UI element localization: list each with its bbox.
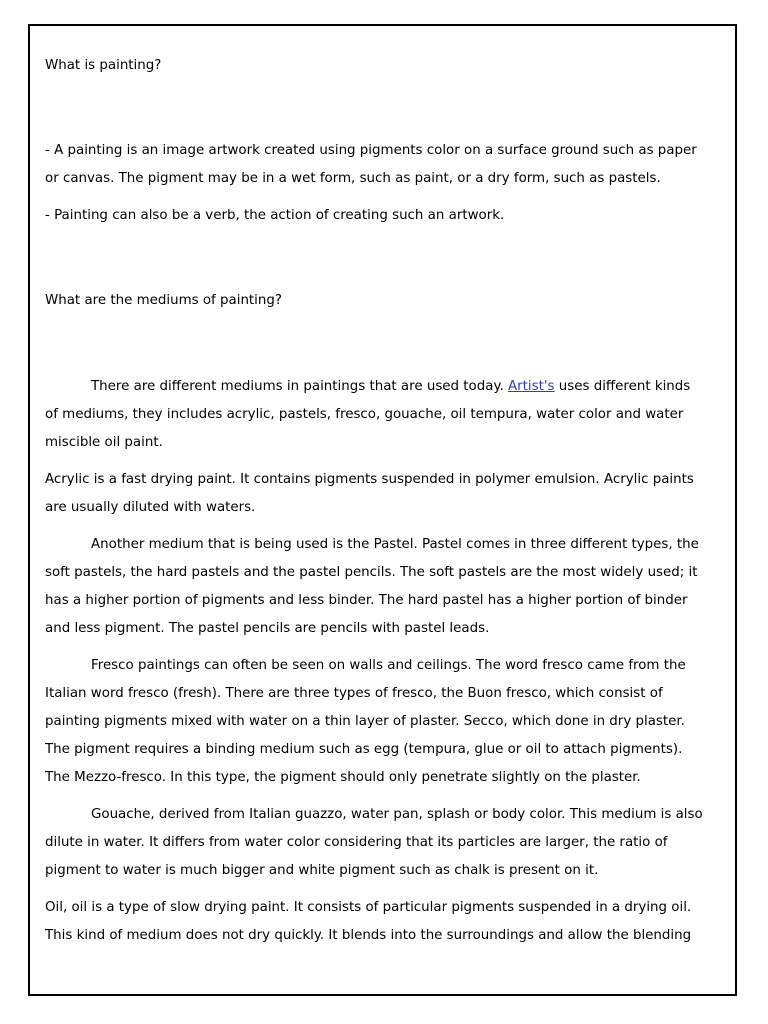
text-run: uses different kinds — [554, 379, 691, 394]
text-line: are usually diluted with waters. — [45, 500, 256, 515]
text-line: miscible oil paint. — [45, 435, 163, 450]
text-line: and less pigment. The pastel pencils are pencils with pastel leads. — [45, 621, 490, 636]
text-line: pigment to water is much bigger and white pigment such as chalk is present on it. — [45, 863, 599, 878]
text-line: dilute in water. It differs from water color considering that its particles are larger, the ratio of — [45, 835, 668, 850]
text-line: Italian word fresco (fresh). There are three types of fresco, the Buon fresco, which consist of — [45, 686, 663, 701]
text-line: of mediums, they includes acrylic, pastels, fresco, gouache, oil tempura, water color and water — [45, 407, 684, 422]
intro-paragraph — [45, 373, 725, 457]
text-line: or canvas. The pigment may be in a wet form, such as paint, or a dry form, such as pastels. — [45, 171, 661, 186]
text-line: Gouache, derived from Italian guazzo, water pan, splash or body color. This medium is also — [91, 807, 703, 822]
heading-mediums-of-painting: What are the mediums of painting? — [45, 293, 282, 308]
text-line: Another medium that is being used is the Pastel. Pastel comes in three different types, the — [91, 537, 699, 552]
heading-what-is-painting: What is painting? — [45, 58, 162, 73]
text-line — [45, 373, 725, 401]
text-line: painting pigments mixed with water on a thin layer of plaster. Secco, which done in dry plaster. — [45, 714, 685, 729]
text-line: has a higher portion of pigments and less binder. The hard pastel has a higher portion of binder — [45, 593, 688, 608]
document-page — [28, 24, 737, 996]
definition-paragraph-2: - Painting can also be a verb, the action of creating such an artwork. — [45, 208, 505, 223]
gouache-paragraph — [45, 801, 725, 885]
acrylic-paragraph — [45, 466, 725, 522]
text-line: Acrylic is a fast drying paint. It contains pigments suspended in polymer emulsion. Acrylic paints — [45, 472, 694, 487]
text-line: The Mezzo-fresco. In this type, the pigment should only penetrate slightly on the plaster. — [45, 770, 641, 785]
definition-paragraph-1 — [45, 137, 725, 193]
pastel-paragraph — [45, 531, 725, 643]
text-line: Oil, oil is a type of slow drying paint. It consists of particular pigments suspended in a drying oil. — [45, 900, 692, 915]
text-line: The pigment requires a binding medium such as egg (tempura, glue or oil to attach pigments). — [45, 742, 683, 757]
artists-link[interactable]: Artist's — [507, 379, 555, 394]
text-run: There are different mediums in paintings that are used today. — [91, 379, 508, 394]
fresco-paragraph — [45, 652, 725, 792]
oil-paragraph — [45, 894, 725, 950]
text-line: soft pastels, the hard pastels and the pastel pencils. The soft pastels are the most widely used; it — [45, 565, 698, 580]
document-body — [45, 52, 725, 950]
text-line: - A painting is an image artwork created using pigments color on a surface ground such as paper — [45, 143, 697, 158]
text-line: Fresco paintings can often be seen on walls and ceilings. The word fresco came from the — [91, 658, 686, 673]
text-line: This kind of medium does not dry quickly. It blends into the surroundings and allow the blending — [45, 928, 692, 943]
